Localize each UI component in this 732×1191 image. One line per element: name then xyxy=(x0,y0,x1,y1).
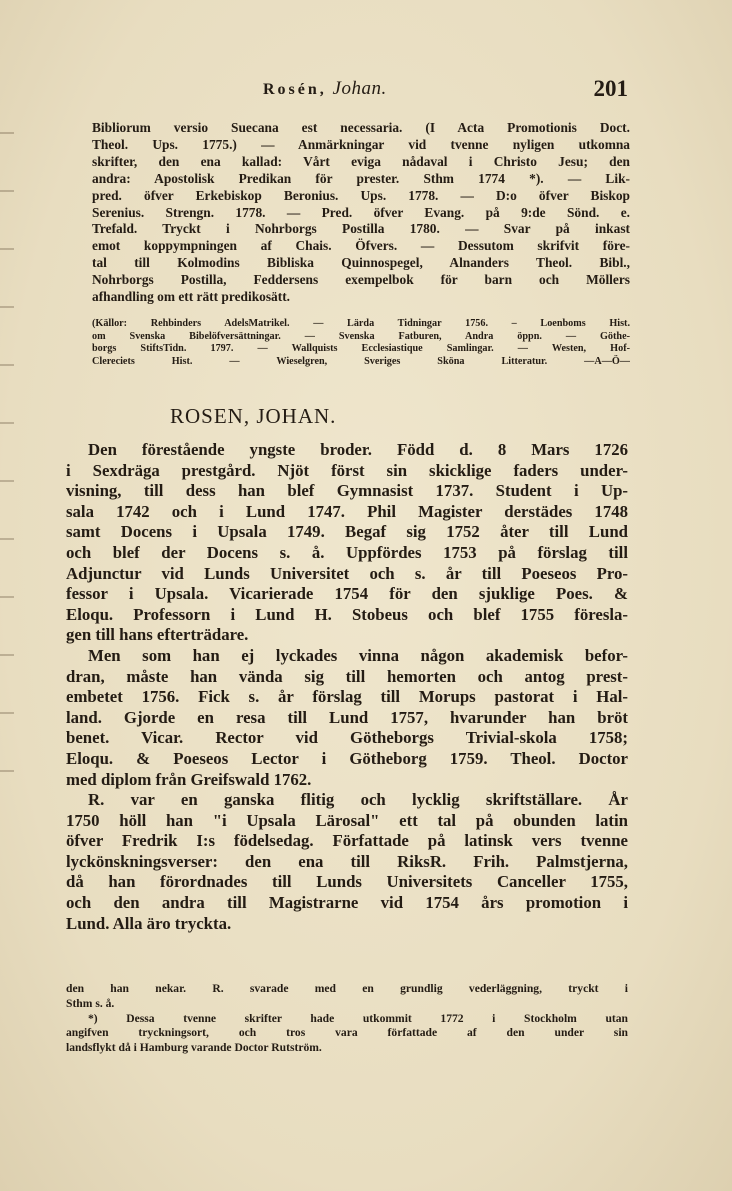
text-line: skrifter, den ena kallad: Vårt eviga nådaval i Christo Jesu; den xyxy=(92,153,630,169)
text-line: med diplom från Greifswald 1762. xyxy=(66,769,312,789)
text-line: då han förordnades till Lunds Universitets Canceller 1755, xyxy=(66,872,628,892)
text-line: Den förestående yngste broder. Född d. 8 Mars 1726 xyxy=(88,440,628,459)
sources-line: (Källor: Rehbinders AdelsMatrikel. — Lärda Tidningar 1756. – Loenboms Hist. xyxy=(92,318,630,329)
sources-line: om Svenska Bibelöfversättningar. — Svenska Fatburen, Andra öppn. — Göthe- xyxy=(92,330,630,342)
text-line: land. Gjorde en resa till Lund 1757, hvarunder han bröt xyxy=(66,707,628,727)
text-line: andra: Apostolisk Predikan för prester. Sthm 1774 *). — Lik- xyxy=(92,170,630,186)
text-line: samt Docens i Upsala 1749. Begaf sig 1752 åter till Lund xyxy=(66,522,628,542)
text-line: Trefald. Tryckt i Nohrborgs Postilla 1780. — Svar på inkast xyxy=(92,221,630,237)
text-line: i Sexdräga prestgård. Njöt först sin skicklige faders under- xyxy=(66,460,628,480)
footnote-line: *) Dessa tvenne skrifter hade utkommit 1772 i Stockholm utan xyxy=(88,1011,628,1025)
footnote-line: den han nekar. R. svarade med en grundlig vederläggning, tryckt i xyxy=(66,982,628,995)
entry2-body xyxy=(66,440,628,934)
sources-line: Clereciets Hist. — Wieselgren, Sveriges Sköna Litteratur. —A—Ö— xyxy=(92,355,630,367)
text-line: Men som han ej lyckades vinna någon akademisk befor- xyxy=(88,645,628,665)
sources-note xyxy=(92,318,630,368)
page-edge-shadow xyxy=(0,110,14,810)
running-head xyxy=(263,78,387,100)
text-line: öfver Fredrik I:s födelsedag. Författade på latinsk vers tvenne xyxy=(66,831,628,851)
text-line: sala 1742 och i Lund 1747. Phil Magister derstädes 1748 xyxy=(66,501,628,521)
text-line: dran, måste han vända sig till hemorten och antog prest- xyxy=(66,666,628,686)
text-line: Bibliorum versio Suecana est necessaria. (I Acta Promotionis Doct. xyxy=(92,120,630,135)
footnote-asterisk xyxy=(66,1012,628,1056)
text-line: visning, till dess han blef Gymnasist 1737. Student i Up- xyxy=(66,481,628,501)
text-line: afhandling om ett rätt predikosätt. xyxy=(92,289,291,305)
footnote-line: Sthm s. å. xyxy=(66,996,115,1010)
text-line: 1750 höll han "i Upsala Lärosal" ett tal på obunden latin xyxy=(66,810,628,830)
text-line: gen till hans efterträdare. xyxy=(66,625,249,645)
text-line: pred. öfver Erkebiskop Beronius. Ups. 1778. — D:o öfver Biskop xyxy=(92,187,630,203)
text-line: emot koppympningen af Chais. Öfvers. — Dessutom skrifvit före- xyxy=(92,238,630,254)
footnote-line: angifven tryckningsort, och tros vara författade af den under sin xyxy=(66,1026,628,1040)
text-line: Theol. Ups. 1775.) — Anmärkningar vid tvenne nyligen utkomna xyxy=(92,136,630,152)
sources-line: borgs StiftsTidn. 1797. — Wallquists Ecclesiastique Samlingar. — Westen, Hof- xyxy=(92,343,630,355)
text-line: Lund. Alla äro tryckta. xyxy=(66,913,232,933)
paragraph xyxy=(66,790,628,934)
text-line: Eloqu. & Poeseos Lector i Götheborg 1759. Theol. Doctor xyxy=(66,748,628,768)
paragraph xyxy=(66,646,628,790)
page-header xyxy=(78,78,628,108)
text-line: och den andra till Magistrarne vid 1754 års promotion i xyxy=(66,893,628,913)
text-line: Eloqu. Professorn i Lund H. Stobeus och blef 1755 föresla- xyxy=(66,604,628,624)
text-line: R. var en ganska flitig och lycklig skriftställare. År xyxy=(88,790,628,810)
footnote-line: landsflykt då i Hamburg varande Doctor Rutström. xyxy=(66,1041,322,1055)
text-line: tal till Kolmodins Bibliska Quinnospegel, Alnanders Theol. Bibl., xyxy=(92,255,630,271)
page-number: 201 xyxy=(593,76,628,101)
text-line: benet. Vicar. Rector vid Götheborgs Trivial-skola 1758; xyxy=(66,728,628,748)
text-line: embetet 1756. Fick s. år förslag till Morups pastorat i Hal- xyxy=(66,687,628,707)
footnotes xyxy=(66,982,628,1056)
running-head-surname: Rosén, xyxy=(263,81,327,98)
paragraph xyxy=(66,440,628,646)
text-line: och blef der Docens s. å. Uppfördes 1753 på förslag till xyxy=(66,542,628,562)
running-head-given-name: Johan. xyxy=(332,78,387,99)
text-line: Nohrborgs Postilla, Feddersens exempelbok för barn och Möllers xyxy=(92,272,630,288)
text-line: Adjunctur vid Lunds Universitet och s. år till Poeseos Pro- xyxy=(66,563,628,583)
entry1-continuation xyxy=(92,120,630,306)
text-line: fessor i Upsala. Vicarierade 1754 för den sjuklige Poes. & xyxy=(66,584,628,604)
footnote-continuation xyxy=(66,982,628,1012)
text-line: lyckönskningsverser: den ena till RiksR. Frih. Palmstjerna, xyxy=(66,851,628,871)
text-line: Serenius. Strengn. 1778. — Pred. öfver Evang. på 9:de Sönd. e. xyxy=(92,204,630,220)
entry2-heading: ROSEN, JOHAN. xyxy=(170,404,337,428)
